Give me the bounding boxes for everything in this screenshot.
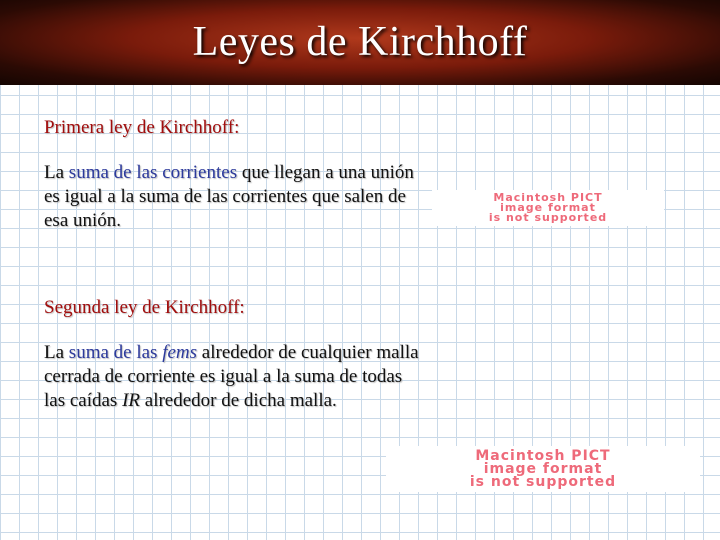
law1-text-end: que llegan a una unión es igual a la suma de las corrientes que salen de esa unión. — [44, 162, 414, 231]
pict1-line3: is not supported — [488, 211, 608, 224]
law2-highlight: suma de las — [68, 342, 163, 363]
law1-heading: Primera ley de Kirchhoff: — [44, 117, 240, 138]
law2-italic-term: IR — [122, 390, 141, 411]
pict1-line2: image format — [500, 201, 596, 214]
law1-highlight: suma de las corrientes — [68, 162, 238, 183]
law2-heading: Segunda ley de Kirchhoff: — [44, 297, 245, 318]
pict1-line1: Macintosh PICT — [493, 191, 603, 204]
slide-title: Leyes de Kirchhoff — [192, 19, 528, 65]
title-bar — [0, 0, 720, 85]
law1-text-start: La — [44, 162, 69, 183]
law1-text — [44, 161, 424, 233]
pict2-line1: Macintosh PICT — [475, 447, 611, 464]
pict-placeholder-2 — [386, 446, 700, 492]
pict2-line2: image format — [483, 460, 603, 477]
law2-text-start: La — [44, 342, 69, 363]
law2-text-mid: alrededor de cualquier malla cerrada de corriente es igual a la suma de todas las caídas — [44, 342, 419, 411]
law2-text-end: alrededor de dicha malla. — [140, 390, 337, 411]
pict-placeholder-1 — [432, 190, 664, 226]
pict2-line3: is not supported — [469, 473, 617, 490]
law2-highlight-italic: fems — [162, 342, 198, 363]
law2-text — [44, 341, 424, 413]
